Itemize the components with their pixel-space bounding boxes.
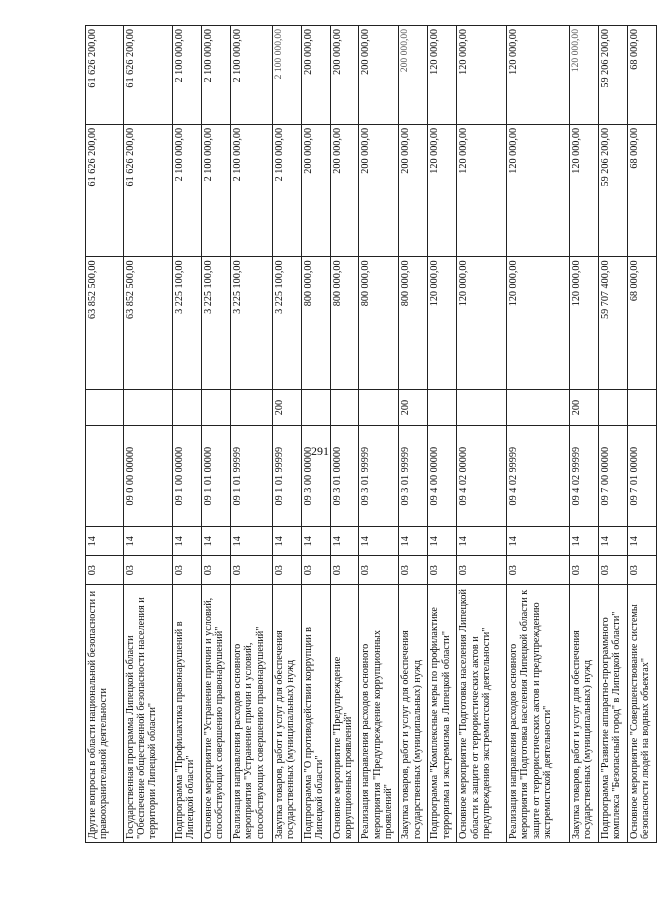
target-article-cell: 09 3 00 00000: [301, 426, 330, 527]
amount-year1-cell: 59 707 400,00: [598, 257, 627, 390]
subsection-code-cell: 14: [569, 527, 598, 556]
section-code-cell: 03: [428, 556, 457, 585]
expense-type-cell: [457, 389, 506, 425]
expense-type-cell: [301, 389, 330, 425]
table-row: [201, 26, 230, 843]
table-row: [230, 26, 272, 843]
expense-type-cell: [598, 389, 627, 425]
table-row: [330, 26, 359, 843]
amount-year3-cell: 2 100 000,00: [272, 26, 301, 125]
target-article-cell: [86, 426, 124, 527]
amount-year3-cell: 200 000,00: [301, 26, 330, 125]
amount-year2-cell: 120 000,00: [506, 124, 569, 257]
amount-year2-cell: 61 626 200,00: [123, 124, 172, 257]
amount-year2-cell: 200 000,00: [301, 124, 330, 257]
subsection-code-cell: 14: [201, 527, 230, 556]
target-article-cell: 09 3 01 99999: [359, 426, 399, 527]
amount-year2-cell: 120 000,00: [428, 124, 457, 257]
section-code-cell: 03: [272, 556, 301, 585]
section-code-cell: 03: [457, 556, 506, 585]
section-code-cell: 03: [598, 556, 627, 585]
row-name-cell: Подпрограмма "Развитие аппаратно-программного комплекса "Безопасный город" в Липецкой области": [598, 585, 627, 843]
amount-year1-cell: 120 000,00: [428, 257, 457, 390]
row-name-cell: Реализация направления расходов основного мероприятия "Подготовка населения Липецкой области к защите от террористических актов и предупреждению экстремистской деятельности": [506, 585, 569, 843]
amount-year2-cell: 200 000,00: [399, 124, 428, 257]
amount-year3-cell: 120 000,00: [569, 26, 598, 125]
subsection-code-cell: 14: [301, 527, 330, 556]
target-article-cell: 09 4 02 00000: [457, 426, 506, 527]
expense-type-cell: [627, 389, 656, 425]
amount-year2-cell: 2 100 000,00: [201, 124, 230, 257]
section-code-cell: 03: [399, 556, 428, 585]
row-name-cell: Основное мероприятие "Предупреждение коррупционных проявлений": [330, 585, 359, 843]
subsection-code-cell: 14: [86, 527, 124, 556]
subsection-code-cell: 14: [627, 527, 656, 556]
row-name-cell: Подпрограмма "Комплексные меры по профилактике терроризма и экстремизма в Липецкой области": [428, 585, 457, 843]
section-code-cell: 03: [627, 556, 656, 585]
target-article-cell: 09 3 01 00000: [330, 426, 359, 527]
section-code-cell: 03: [123, 556, 172, 585]
row-name-cell: Основное мероприятие "Устранение причин и условий, способствующих совершению правонарушений": [201, 585, 230, 843]
amount-year3-cell: 68 000,00: [627, 26, 656, 125]
row-name-cell: Другие вопросы в области национальной безопасности и правоохранительной деятельности: [86, 585, 124, 843]
row-name-cell: Подпрограмма "О противодействии коррупции в Липецкой области": [301, 585, 330, 843]
subsection-code-cell: 14: [428, 527, 457, 556]
expense-type-cell: [428, 389, 457, 425]
table-row: [457, 26, 506, 843]
amount-year1-cell: 63 852 500,00: [123, 257, 172, 390]
section-code-cell: 03: [359, 556, 399, 585]
amount-year2-cell: 200 000,00: [330, 124, 359, 257]
budget-table: [85, 25, 657, 843]
expense-type-cell: [506, 389, 569, 425]
subsection-code-cell: 14: [457, 527, 506, 556]
subsection-code-cell: 14: [123, 527, 172, 556]
subsection-code-cell: 14: [272, 527, 301, 556]
target-article-cell: 09 1 01 00000: [201, 426, 230, 527]
amount-year2-cell: 2 100 000,00: [230, 124, 272, 257]
amount-year1-cell: 800 000,00: [301, 257, 330, 390]
budget-table-rotated: [85, 25, 657, 843]
section-code-cell: 03: [569, 556, 598, 585]
section-code-cell: 03: [201, 556, 230, 585]
row-name-cell: Государственная программа Липецкой области "Обеспечение общественной безопасности населения и территории Липецкой области": [123, 585, 172, 843]
amount-year1-cell: 120 000,00: [457, 257, 506, 390]
amount-year3-cell: 2 100 000,00: [201, 26, 230, 125]
target-article-cell: 09 4 02 99999: [506, 426, 569, 527]
table-row: [506, 26, 569, 843]
table-row: [86, 26, 124, 843]
amount-year3-cell: 200 000,00: [359, 26, 399, 125]
amount-year3-cell: 61 626 200,00: [123, 26, 172, 125]
row-name-cell: Реализация направления расходов основного мероприятия "Предупреждение коррупционных проявлений": [359, 585, 399, 843]
table-row: [428, 26, 457, 843]
target-article-cell: 09 4 02 99999: [569, 426, 598, 527]
section-code-cell: 03: [230, 556, 272, 585]
subsection-code-cell: 14: [399, 527, 428, 556]
section-code-cell: 03: [301, 556, 330, 585]
target-article-cell: 09 3 01 99999: [399, 426, 428, 527]
amount-year1-cell: 800 000,00: [359, 257, 399, 390]
row-name-cell: Закупка товаров, работ и услуг для обеспечения государственных (муниципальных) нужд: [569, 585, 598, 843]
expense-type-cell: 200: [272, 389, 301, 425]
amount-year1-cell: 63 852 500,00: [86, 257, 124, 390]
row-name-cell: Основное мероприятие "Совершенствование системы безопасности людей на водных объектах": [627, 585, 656, 843]
amount-year1-cell: 120 000,00: [569, 257, 598, 390]
amount-year1-cell: 3 225 100,00: [172, 257, 201, 390]
amount-year3-cell: 120 000,00: [428, 26, 457, 125]
amount-year2-cell: 59 206 200,00: [598, 124, 627, 257]
amount-year2-cell: 120 000,00: [569, 124, 598, 257]
target-article-cell: 09 1 01 99999: [272, 426, 301, 527]
expense-type-cell: 200: [569, 389, 598, 425]
target-article-cell: 09 7 01 00000: [627, 426, 656, 527]
amount-year1-cell: 3 225 100,00: [230, 257, 272, 390]
amount-year1-cell: 68 000,00: [627, 257, 656, 390]
amount-year3-cell: 2 100 000,00: [172, 26, 201, 125]
subsection-code-cell: 14: [172, 527, 201, 556]
target-article-cell: 09 1 01 99999: [230, 426, 272, 527]
target-article-cell: 09 4 00 00000: [428, 426, 457, 527]
page-number-text: 291: [311, 444, 329, 458]
expense-type-cell: [201, 389, 230, 425]
table-row: [627, 26, 656, 843]
row-name-cell: Реализация направления расходов основного мероприятия "Устранение причин и условий, способствующих совершению правонарушений": [230, 585, 272, 843]
table-row: [359, 26, 399, 843]
amount-year3-cell: 200 000,00: [399, 26, 428, 125]
amount-year1-cell: 800 000,00: [399, 257, 428, 390]
section-code-cell: 03: [506, 556, 569, 585]
table-row: [272, 26, 301, 843]
target-article-cell: 09 7 00 00000: [598, 426, 627, 527]
expense-type-cell: [359, 389, 399, 425]
subsection-code-cell: 14: [330, 527, 359, 556]
section-code-cell: 03: [330, 556, 359, 585]
section-code-cell: 03: [172, 556, 201, 585]
amount-year1-cell: 800 000,00: [330, 257, 359, 390]
amount-year1-cell: 120 000,00: [506, 257, 569, 390]
table-row: [301, 26, 330, 843]
amount-year2-cell: 120 000,00: [457, 124, 506, 257]
table-row: [598, 26, 627, 843]
row-name-cell: Закупка товаров, работ и услуг для обеспечения государственных (муниципальных) нужд: [272, 585, 301, 843]
expense-type-cell: [172, 389, 201, 425]
expense-type-cell: [123, 389, 172, 425]
amount-year1-cell: 3 225 100,00: [272, 257, 301, 390]
expense-type-cell: [330, 389, 359, 425]
target-article-cell: 09 0 00 00000: [123, 426, 172, 527]
table-row: [569, 26, 598, 843]
table-row: [399, 26, 428, 843]
subsection-code-cell: 14: [230, 527, 272, 556]
amount-year2-cell: 68 000,00: [627, 124, 656, 257]
amount-year1-cell: 3 225 100,00: [201, 257, 230, 390]
expense-type-cell: [230, 389, 272, 425]
amount-year3-cell: 120 000,00: [457, 26, 506, 125]
amount-year3-cell: 59 206 200,00: [598, 26, 627, 125]
table-row: [123, 26, 172, 843]
expense-type-cell: [86, 389, 124, 425]
table-row: [172, 26, 201, 843]
amount-year3-cell: 61 626 200,00: [86, 26, 124, 125]
row-name-cell: Основное мероприятие "Подготовка населения Липецкой области к защите от террористических актов и предупреждению экстремистской деятельности": [457, 585, 506, 843]
amount-year3-cell: 2 100 000,00: [230, 26, 272, 125]
row-name-cell: Подпрограмма "Профилактика правонарушений в Липецкой области": [172, 585, 201, 843]
amount-year2-cell: 61 626 200,00: [86, 124, 124, 257]
amount-year2-cell: 2 100 000,00: [272, 124, 301, 257]
amount-year3-cell: 200 000,00: [330, 26, 359, 125]
expense-type-cell: 200: [399, 389, 428, 425]
target-article-cell: 09 1 00 00000: [172, 426, 201, 527]
subsection-code-cell: 14: [506, 527, 569, 556]
subsection-code-cell: 14: [598, 527, 627, 556]
amount-year2-cell: 2 100 000,00: [172, 124, 201, 257]
subsection-code-cell: 14: [359, 527, 399, 556]
amount-year3-cell: 120 000,00: [506, 26, 569, 125]
row-name-cell: Закупка товаров, работ и услуг для обеспечения государственных (муниципальных) нужд: [399, 585, 428, 843]
section-code-cell: 03: [86, 556, 124, 585]
amount-year2-cell: 200 000,00: [359, 124, 399, 257]
